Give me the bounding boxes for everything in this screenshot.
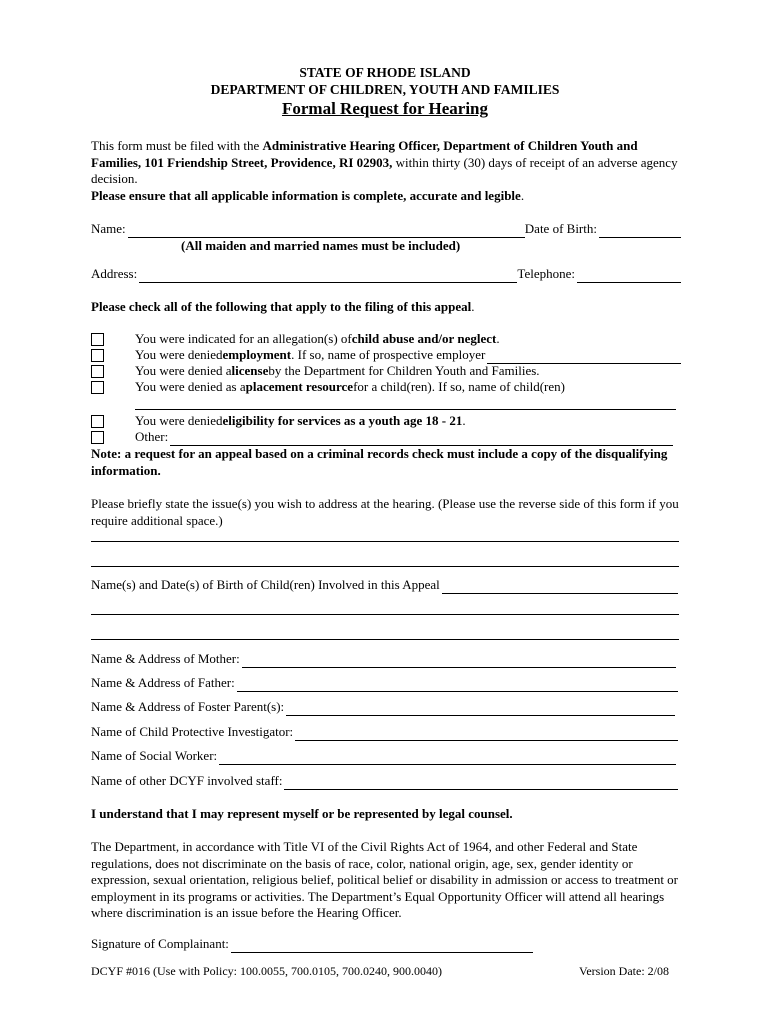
children-line-2[interactable]: [91, 614, 679, 615]
mother-label: Name & Address of Mother:: [91, 651, 240, 666]
form-title: Formal Request for Hearing: [281, 99, 488, 118]
telephone-label: Telephone:: [517, 266, 575, 281]
social-worker-label: Name of Social Worker:: [91, 748, 218, 763]
checkbox-abuse[interactable]: [91, 333, 104, 346]
checklist-heading-period: .: [471, 299, 475, 314]
checklist-item-youth: [91, 413, 681, 430]
father-field[interactable]: [237, 679, 678, 692]
dcyf-staff-label: Name of other DCYF involved staff:: [91, 773, 283, 788]
mother-field[interactable]: [242, 655, 676, 668]
social-worker-row: [91, 748, 681, 765]
intro-text-c: within thirty (30) days of receipt of an adverse agency decision.: [91, 154, 678, 186]
other-field[interactable]: [170, 433, 673, 446]
name-dob-row: [91, 221, 681, 238]
children-field[interactable]: [442, 581, 678, 594]
dcyf-staff-field[interactable]: [284, 777, 678, 790]
checklist-item-bold: placement resource: [245, 379, 354, 394]
investigator-row: [91, 724, 681, 741]
children-line-3[interactable]: [91, 639, 679, 640]
civil-rights-statement: The Department, in accordance with Title VI of the Civil Rights Act of 1964, and other Federal and State regulations, does not discriminate on the basis of race, color, national origin, age, sex, gender identity or expression, sexual orientation, religious belief, political belief or disability in admission or access to treatment or employment in its programs or activities. The Department’s Equal Opportunity Officer will attend all hearings where discrimination is an issue before the Hearing Officer.: [91, 839, 679, 921]
father-row: [91, 675, 681, 692]
checklist-item-text: Other:: [135, 429, 169, 444]
checklist-item-text: You were denied: [135, 347, 223, 362]
intro-text-a: This form must be filed with the: [91, 138, 263, 153]
checklist-item-text: .: [496, 331, 500, 346]
checklist-item-text: by the Department for Children Youth and Families.: [268, 363, 540, 378]
signature-row: [91, 936, 533, 953]
checklist-item-bold: employment: [222, 347, 292, 362]
representation-statement: I understand that I may represent myself or be represented by legal counsel.: [91, 806, 513, 821]
checklist-item-bold: eligibility for services as a youth age 18 - 21: [222, 413, 463, 428]
children-row: [91, 577, 681, 594]
checklist-item-employment: [91, 347, 681, 364]
address-phone-row: [91, 266, 681, 283]
mother-row: [91, 651, 681, 668]
intro-paragraph: [91, 138, 681, 204]
investigator-field[interactable]: [295, 728, 678, 741]
form-header: [0, 64, 770, 120]
checklist-heading-text: Please check all of the following that apply to the filing of this appeal: [91, 299, 472, 314]
name-label: Name:: [91, 221, 126, 236]
department-name: DEPARTMENT OF CHILDREN, YOUTH AND FAMILIES: [210, 82, 560, 97]
intro-text-address: Administrative Hearing Officer, Department of Children Youth and Families, 101 Friendship Street, Providence, RI 02903,: [91, 138, 638, 170]
foster-parent-row: [91, 699, 681, 716]
checklist-heading: [91, 299, 681, 316]
foster-parent-label: Name & Address of Foster Parent(s):: [91, 699, 285, 714]
address-field[interactable]: [139, 270, 517, 283]
foster-parent-field[interactable]: [286, 703, 675, 716]
form-id: DCYF #016 (Use with Policy: 100.0055, 700.0105, 700.0240, 900.0040): [91, 964, 442, 978]
checklist-item-text: for a child(ren). If so, name of child(ren): [353, 379, 565, 394]
checklist-item-license: [91, 363, 681, 380]
checklist-item-other: [91, 429, 681, 446]
checklist-item-placement: [91, 379, 681, 396]
dcyf-staff-row: [91, 773, 681, 790]
checkbox-youth[interactable]: [91, 415, 104, 428]
name-note: (All maiden and married names must be included): [181, 238, 461, 253]
checkbox-placement[interactable]: [91, 381, 104, 394]
state-name: STATE OF RHODE ISLAND: [299, 65, 471, 80]
form-footer: [91, 963, 681, 980]
signature-field[interactable]: [231, 940, 533, 953]
intro-ensure-text: Please ensure that all applicable information is complete, accurate and legible: [91, 187, 521, 203]
dob-field[interactable]: [599, 225, 681, 238]
checklist-item-abuse: [91, 331, 681, 348]
children-names-field[interactable]: [135, 409, 676, 410]
criminal-records-note: Note: a request for an appeal based on a criminal records check must include a copy of the disqualifying information.: [91, 446, 668, 478]
father-label: Name & Address of Father:: [91, 675, 235, 690]
social-worker-field[interactable]: [219, 752, 676, 765]
checklist-item-text: .: [462, 413, 466, 428]
checkbox-license[interactable]: [91, 365, 104, 378]
telephone-field[interactable]: [577, 270, 681, 283]
checkbox-other[interactable]: [91, 431, 104, 444]
address-label: Address:: [91, 266, 138, 281]
employer-field[interactable]: [487, 351, 681, 364]
checklist-item-text: You were denied: [135, 413, 223, 428]
issues-prompt: Please briefly state the issue(s) you wish to address at the hearing. (Please use the reverse side of this form if you require additional space.): [91, 496, 679, 528]
checklist-item-text: You were denied a: [135, 363, 232, 378]
intro-ensure-period: .: [520, 187, 525, 203]
checkbox-employment[interactable]: [91, 349, 104, 362]
checklist-item-text: You were denied as a: [135, 379, 246, 394]
investigator-label: Name of Child Protective Investigator:: [91, 724, 294, 739]
checklist-item-bold: license: [231, 363, 269, 378]
checklist-item-bold: child abuse and/or neglect: [351, 331, 497, 346]
version-date: Version Date: 2/08: [579, 964, 669, 978]
checklist-item-text: You were indicated for an allegation(s) of: [135, 331, 352, 346]
checklist-item-text: . If so, name of prospective employer: [291, 347, 486, 362]
children-label: Name(s) and Date(s) of Birth of Child(ren) Involved in this Appeal: [91, 577, 440, 592]
issues-line-2[interactable]: [91, 566, 679, 567]
dob-label: Date of Birth:: [524, 221, 597, 236]
issues-line-1[interactable]: [91, 541, 679, 542]
signature-label: Signature of Complainant:: [91, 936, 229, 951]
name-field[interactable]: [128, 225, 525, 238]
